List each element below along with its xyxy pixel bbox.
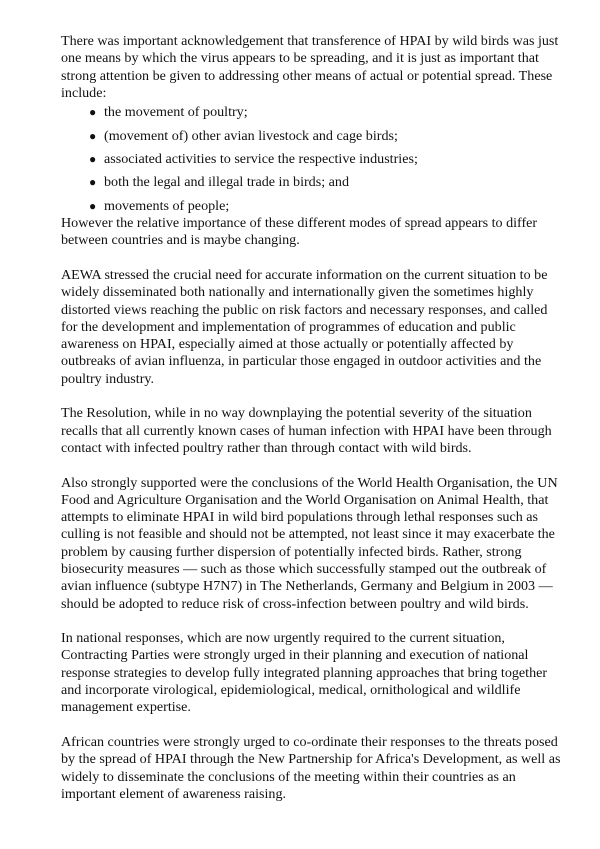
bullet-icon: ●	[89, 175, 97, 190]
list-item	[89, 198, 566, 215]
bullet-icon: ●	[89, 128, 97, 143]
aewa-information-paragraph: AEWA stressed the crucial need for accurate information on the current situation to be widely disseminated both nationally and internationally given the sometimes highly distorted views reaching the public on risk factors and necessary responses, and called for the development and implementation of programmes of education and public awareness on HPAI, especially aimed at those actually or potentially affected by outbreaks of avian influenza, in particular those engaged in outdoor activities and the poultry industry.	[61, 266, 548, 387]
list-item-text: (movement of) other avian livestock and cage birds;	[104, 127, 398, 144]
resolution-paragraph: The Resolution, while in no way downplaying the potential severity of the situation recalls that all currently known cases of human infection with HPAI have been through contact with infected poultry rather than through contact with wild birds.	[61, 405, 552, 456]
african-countries-paragraph: African countries were strongly urged to co-ordinate their responses to the threats posed by the spread of HPAI through the New Partnership for Africa's Development, as well as widely to disseminate the conclusions of the meeting within their countries as an important element of awareness raising.	[61, 733, 561, 802]
list-item	[89, 174, 566, 191]
national-responses-paragraph: In national responses, which are now urgently required to the current situation, Contracting Parties were strongly urged in their planning and execution of national response strategies to develop fully integrated planning approaches that bring together and incorporate virological, epidemiological, medical, ornithological and wildlife management expertise.	[61, 630, 548, 716]
list-item	[89, 128, 566, 145]
intro-paragraph: There was important acknowledgement that transference of HPAI by wild birds was just one means by which the virus appears to be spreading, and it is just as important that strong attention be given to addressing other means of actual or potential spread. These include:	[61, 33, 559, 101]
who-fao-oie-paragraph: Also strongly supported were the conclusions of the World Health Organisation, the UN Food and Agriculture Organisation and the World Organisation on Animal Health, that attempts to eliminate HPAI in wild bird populations through lethal responses such as culling is not feasible and should not be attempted, not least since it may exacerbate the problem by causing further dispersion of potentially infected birds. Rather, strong biosecurity measures — such as those which successfully stamped out the outbreak of avian influence (subtype H7N7) in The Netherlands, Germany and Belgium in 2003 — should be adopted to reduce risk of cross-infection between poultry and wild birds.	[61, 474, 558, 612]
list-item-text: the movement of poultry;	[104, 104, 248, 121]
intro-closing-paragraph: However the relative importance of these different modes of spread appears to differ between countries and is maybe changing.	[61, 215, 538, 249]
bullet-icon: ●	[89, 151, 97, 166]
list-item-text: movements of people;	[104, 197, 230, 214]
list-item-text: both the legal and illegal trade in birds; and	[104, 174, 350, 191]
document-page	[61, 33, 566, 820]
bullet-icon: ●	[89, 105, 97, 120]
bullet-icon: ●	[89, 198, 97, 213]
spread-means-list	[61, 104, 566, 215]
list-item	[89, 104, 566, 121]
list-item-text: associated activities to service the respective industries;	[104, 150, 418, 167]
list-item	[89, 151, 566, 168]
